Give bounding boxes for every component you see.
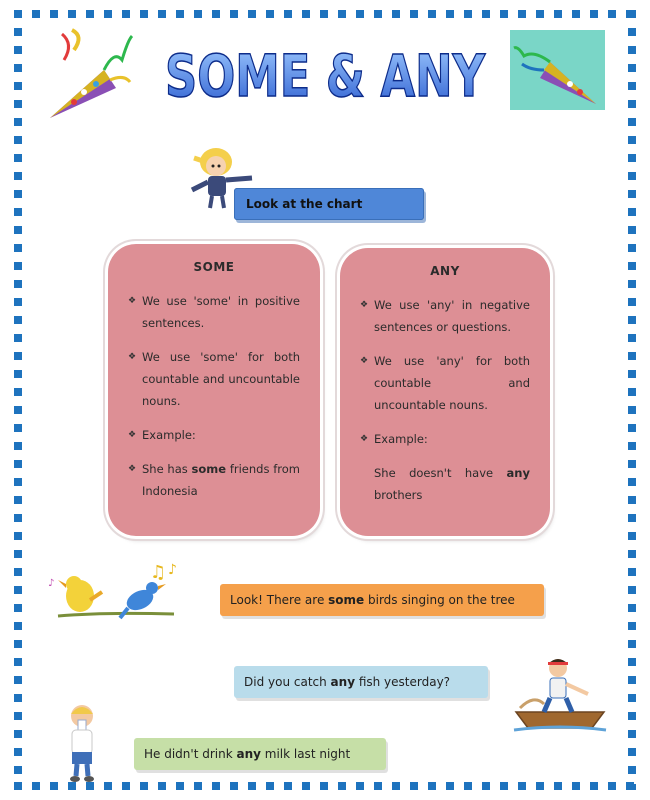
some-rule-positive: ❖ We use 'some' in positive sentences. [128, 290, 300, 334]
party-horn-icon [44, 30, 134, 125]
sentence-any-fish: Did you catch any fish yesterday? [234, 666, 488, 698]
sentence-any-milk: He didn't drink any milk last night [134, 738, 386, 770]
some-heading: SOME [193, 260, 235, 274]
any-example-label: ❖ Example: [360, 428, 530, 450]
some-example-label: ❖ Example: [128, 424, 300, 446]
dotted-border-left [14, 10, 22, 790]
some-rule-countable: ❖ We use 'some' for both countable and uncountable nouns. [128, 346, 300, 412]
title-text: SOME & ANY [165, 42, 486, 110]
any-example-sentence: She doesn't have any brothers [374, 466, 530, 502]
look-at-chart-button[interactable]: Look at the chart [234, 188, 424, 220]
svg-text:♪: ♪ [48, 578, 55, 589]
any-card [340, 248, 550, 536]
any-rule-countable: ❖ We use 'any' for both countable and uncountable nouns. [360, 350, 530, 416]
svg-text:♫: ♫ [150, 562, 167, 583]
sentence-some-birds: Look! There are some birds singing on the tree [220, 584, 544, 616]
dotted-border-top [14, 10, 636, 18]
page-title [160, 26, 490, 116]
svg-text:♪: ♪ [168, 562, 177, 578]
any-rule-negative: ❖ We use 'any' in negative sentences or questions. [360, 294, 530, 338]
music-notes-icon [148, 556, 188, 586]
party-horn-icon [510, 30, 605, 110]
dotted-border-right [628, 10, 636, 790]
drinking-boy-icon [60, 702, 104, 782]
dotted-border-bottom [14, 782, 636, 790]
some-example-sentence: ❖ She has some friends from Indonesia [128, 458, 300, 502]
some-card [108, 244, 320, 536]
any-heading: ANY [430, 264, 460, 278]
fisher-boat-icon [514, 654, 606, 734]
